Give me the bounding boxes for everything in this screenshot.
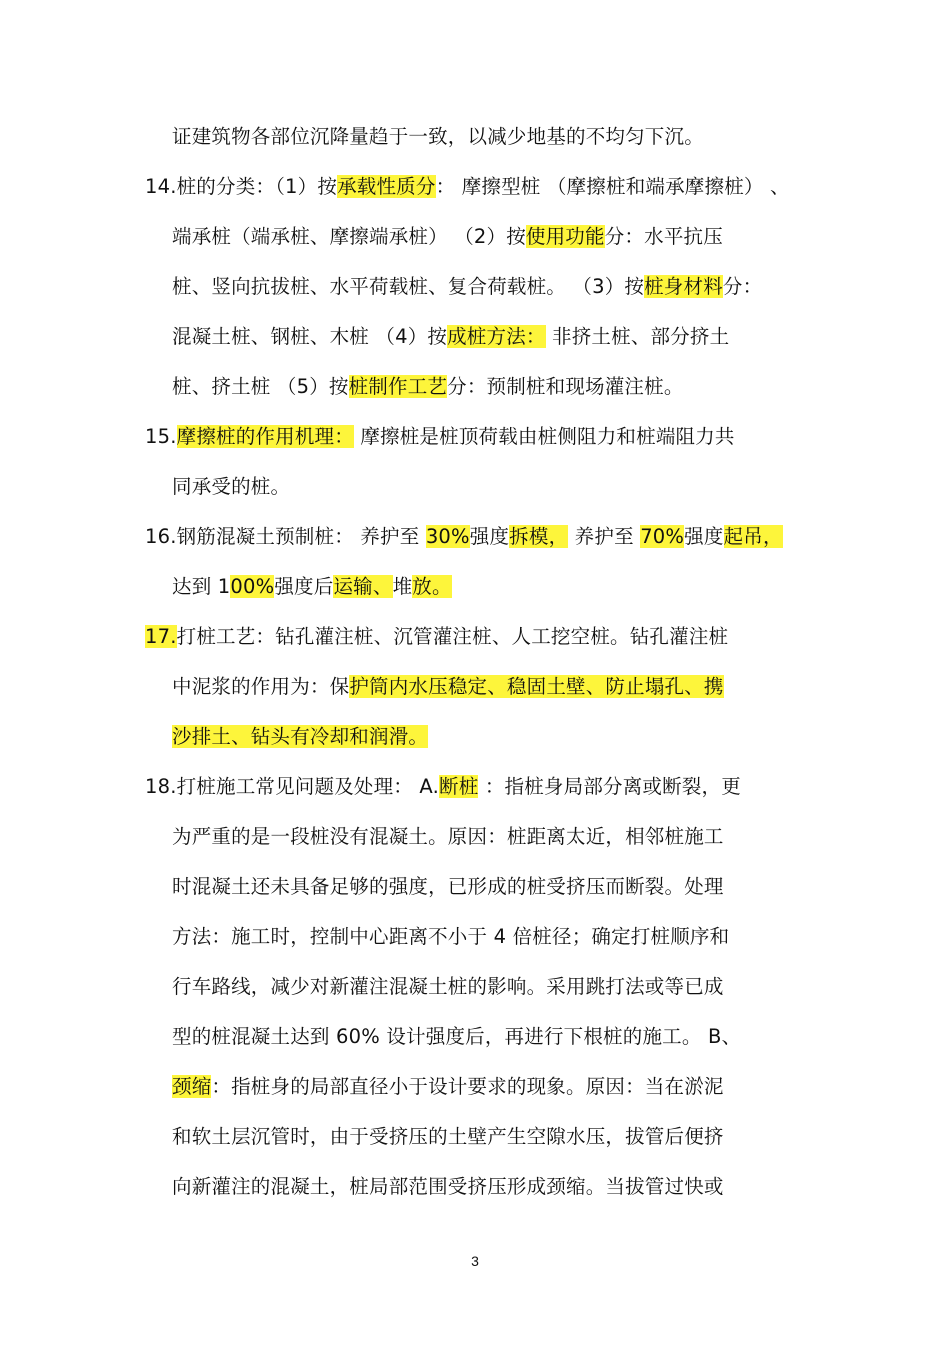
text-span: 16.钢筋混凝土预制桩： 养护至: [145, 525, 426, 548]
text-span: ：指桩身的局部直径小于设计要求的现象。原因：当在淤泥: [211, 1075, 724, 1098]
text-span: 摩擦桩是桩顶荷载由桩侧阻力和桩端阻力共: [353, 425, 735, 448]
text-line: [172, 1074, 724, 1100]
text-span: 养护至: [568, 525, 641, 548]
text-line: [172, 274, 762, 300]
text-span: 为严重的是一段桩没有混凝土。原因：桩距离太近，相邻桩施工: [172, 825, 724, 848]
text-span: 中泥浆的作用为：保: [172, 675, 350, 698]
text-span: 强度: [469, 525, 510, 548]
highlighted-text: 00%: [230, 575, 275, 598]
text-span: 桩、竖向抗拔桩、水平荷载桩、复合荷载桩。 （3）按: [172, 275, 645, 298]
highlighted-text: 运输、: [333, 575, 393, 598]
text-span: 强度后: [274, 575, 334, 598]
highlighted-text: 承载性质分: [337, 175, 436, 198]
highlighted-text: 成桩方法：: [447, 325, 546, 348]
text-line: [172, 924, 729, 950]
text-line: [172, 674, 724, 700]
text-span: 18.打桩施工常见问题及处理： A.: [145, 775, 440, 798]
text-span: 方法：施工时，控制中心距离不小于 4 倍桩径；确定打桩顺序和: [172, 925, 730, 948]
text-span: ：指桩身局部分离或断裂，更: [478, 775, 741, 798]
text-line: [172, 974, 724, 1000]
highlighted-text: 30%: [425, 525, 470, 548]
text-line: [172, 124, 704, 150]
text-line: [172, 1174, 724, 1200]
text-span: 达到 1: [172, 575, 231, 598]
text-line: [172, 574, 452, 600]
highlighted-text: 护筒内水压稳定、稳固土壁、防止塌孔、携: [349, 675, 724, 698]
highlighted-text: 放。: [412, 575, 452, 598]
text-span: 14.桩的分类：（1）按: [145, 175, 338, 198]
text-line: [172, 724, 428, 750]
text-line: [145, 774, 741, 800]
highlighted-text: 17.: [145, 625, 177, 648]
text-line: [172, 874, 724, 900]
text-span: 和软土层沉管时，由于受挤压的土壁产生空隙水压，拔管后便挤: [172, 1125, 724, 1148]
text-line: [172, 324, 729, 350]
page-number: 3: [471, 1253, 479, 1269]
highlighted-text: 起吊，: [723, 525, 783, 548]
text-line: [145, 424, 735, 450]
text-span: 同承受的桩。: [172, 475, 291, 498]
text-span: 非挤土桩、部分挤土: [545, 325, 730, 348]
text-line: [172, 374, 684, 400]
text-line: [172, 1124, 724, 1150]
text-line: [145, 624, 728, 650]
text-span: 端承桩（端承桩、摩擦端承桩） （2）按: [172, 225, 526, 248]
highlighted-text: 沙排土、钻头有冷却和润滑。: [172, 725, 429, 748]
text-span: ： 摩擦型桩 （摩擦桩和端承摩擦桩） 、: [435, 175, 790, 198]
highlighted-text: 桩制作工艺: [348, 375, 448, 398]
text-span: 证建筑物各部位沉降量趋于一致，以减少地基的不均匀下沉。: [172, 125, 704, 148]
text-span: 分：水平抗压: [604, 225, 723, 248]
text-span: 强度: [684, 525, 724, 548]
highlighted-text: 桩身材料: [644, 275, 723, 298]
text-span: 桩、挤土桩 （5）按: [172, 375, 349, 398]
text-span: 15.: [145, 425, 177, 448]
text-span: 行车路线，减少对新灌注混凝土桩的影响。采用跳打法或等已成: [172, 975, 724, 998]
text-line: [145, 524, 783, 550]
text-span: 型的桩混凝土达到 60% 设计强度后，再进行下根桩的施工。 B、: [172, 1025, 742, 1048]
highlighted-text: 摩擦桩的作用机理：: [176, 425, 354, 448]
highlighted-text: 70%: [640, 525, 685, 548]
text-line: [172, 224, 723, 250]
text-line: [145, 174, 790, 200]
text-line: [172, 824, 724, 850]
highlighted-text: 拆模，: [509, 525, 569, 548]
text-span: 混凝土桩、钢桩、木桩 （4）按: [172, 325, 448, 348]
highlighted-text: 使用功能: [525, 225, 605, 248]
text-span: 堆: [392, 575, 413, 598]
highlighted-text: 断桩: [439, 775, 479, 798]
text-span: 分：: [722, 275, 763, 298]
text-span: 打桩工艺：钻孔灌注桩、沉管灌注桩、人工挖空桩。钻孔灌注桩: [176, 625, 729, 648]
text-span: 分：预制桩和现场灌注桩。: [447, 375, 684, 398]
text-line: [172, 1024, 741, 1050]
highlighted-text: 颈缩: [172, 1075, 212, 1098]
text-span: 时混凝土还未具备足够的强度，已形成的桩受挤压而断裂。处理: [172, 875, 724, 898]
text-line: [172, 474, 290, 500]
text-span: 向新灌注的混凝土，桩局部范围受挤压形成颈缩。当拔管过快或: [172, 1175, 724, 1198]
